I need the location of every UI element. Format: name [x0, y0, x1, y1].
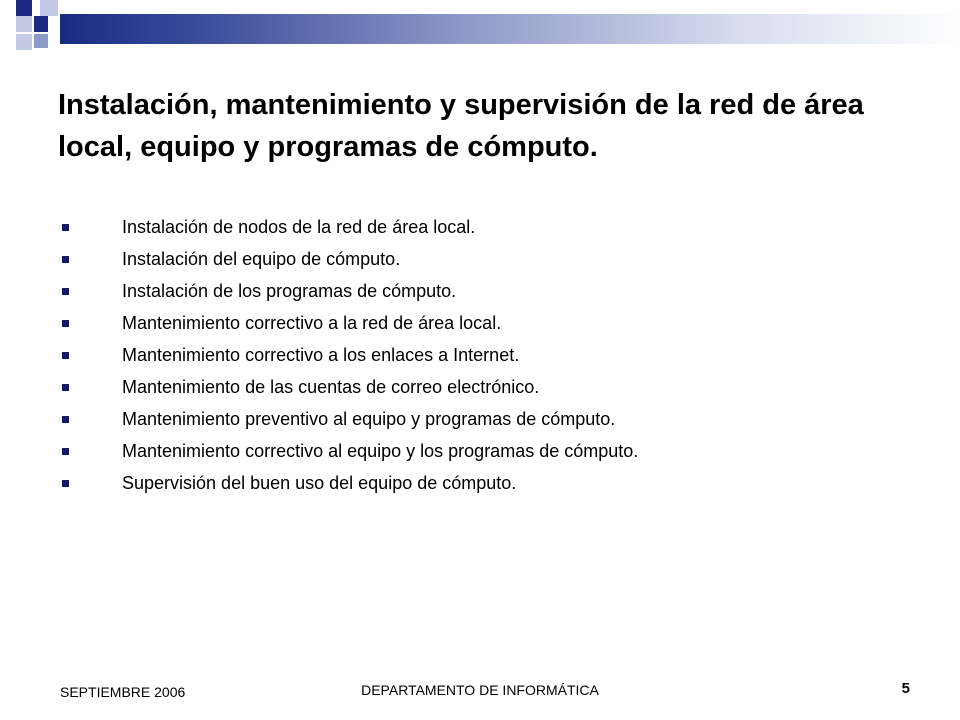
square-bullet-icon [62, 480, 69, 487]
bullet-item [58, 339, 918, 371]
square-bullet-icon [62, 256, 69, 263]
decor-square-5 [16, 34, 32, 50]
decor-square-6 [34, 34, 48, 48]
bullet-list [58, 211, 918, 499]
bullet-item [58, 307, 918, 339]
decor-gradient-bar [60, 14, 960, 44]
decor-square-1 [16, 0, 32, 16]
slide-title: Instalación, mantenimiento y supervisión de la red de área local, equipo y programas de cómputo. [58, 89, 864, 163]
square-bullet-icon [62, 224, 69, 231]
square-bullet-icon [62, 352, 69, 359]
bullet-item [58, 275, 918, 307]
bullet-text: Mantenimiento preventivo al equipo y programas de cómputo. [122, 409, 616, 429]
square-bullet-icon [62, 288, 69, 295]
decor-square-4 [34, 16, 48, 32]
bullet-text: Mantenimiento de las cuentas de correo electrónico. [122, 377, 540, 397]
bullet-item [58, 435, 918, 467]
square-bullet-icon [62, 448, 69, 455]
page-number: 5 [901, 680, 910, 697]
bullet-item [58, 211, 918, 243]
bullet-text: Supervisión del buen uso del equipo de cómputo. [122, 473, 517, 493]
bullet-text: Instalación de los programas de cómputo. [122, 281, 457, 301]
bullet-text: Instalación del equipo de cómputo. [122, 249, 401, 269]
decor-square-3 [16, 16, 32, 32]
bullet-text: Mantenimiento correctivo a la red de área local. [122, 313, 502, 333]
decor-square-2 [40, 0, 58, 16]
square-bullet-icon [62, 320, 69, 327]
bullet-text: Mantenimiento correctivo a los enlaces a Internet. [122, 345, 520, 365]
bullet-item [58, 467, 918, 499]
bullet-text: Mantenimiento correctivo al equipo y los programas de cómputo. [122, 441, 639, 461]
footer-date: SEPTIEMBRE 2006 [60, 684, 186, 700]
square-bullet-icon [62, 384, 69, 391]
bullet-text: Instalación de nodos de la red de área local. [122, 217, 476, 237]
footer-department: DEPARTAMENTO DE INFORMÁTICA [361, 682, 599, 698]
bullet-item [58, 243, 918, 275]
bullet-item [58, 403, 918, 435]
bullet-item [58, 371, 918, 403]
square-bullet-icon [62, 416, 69, 423]
